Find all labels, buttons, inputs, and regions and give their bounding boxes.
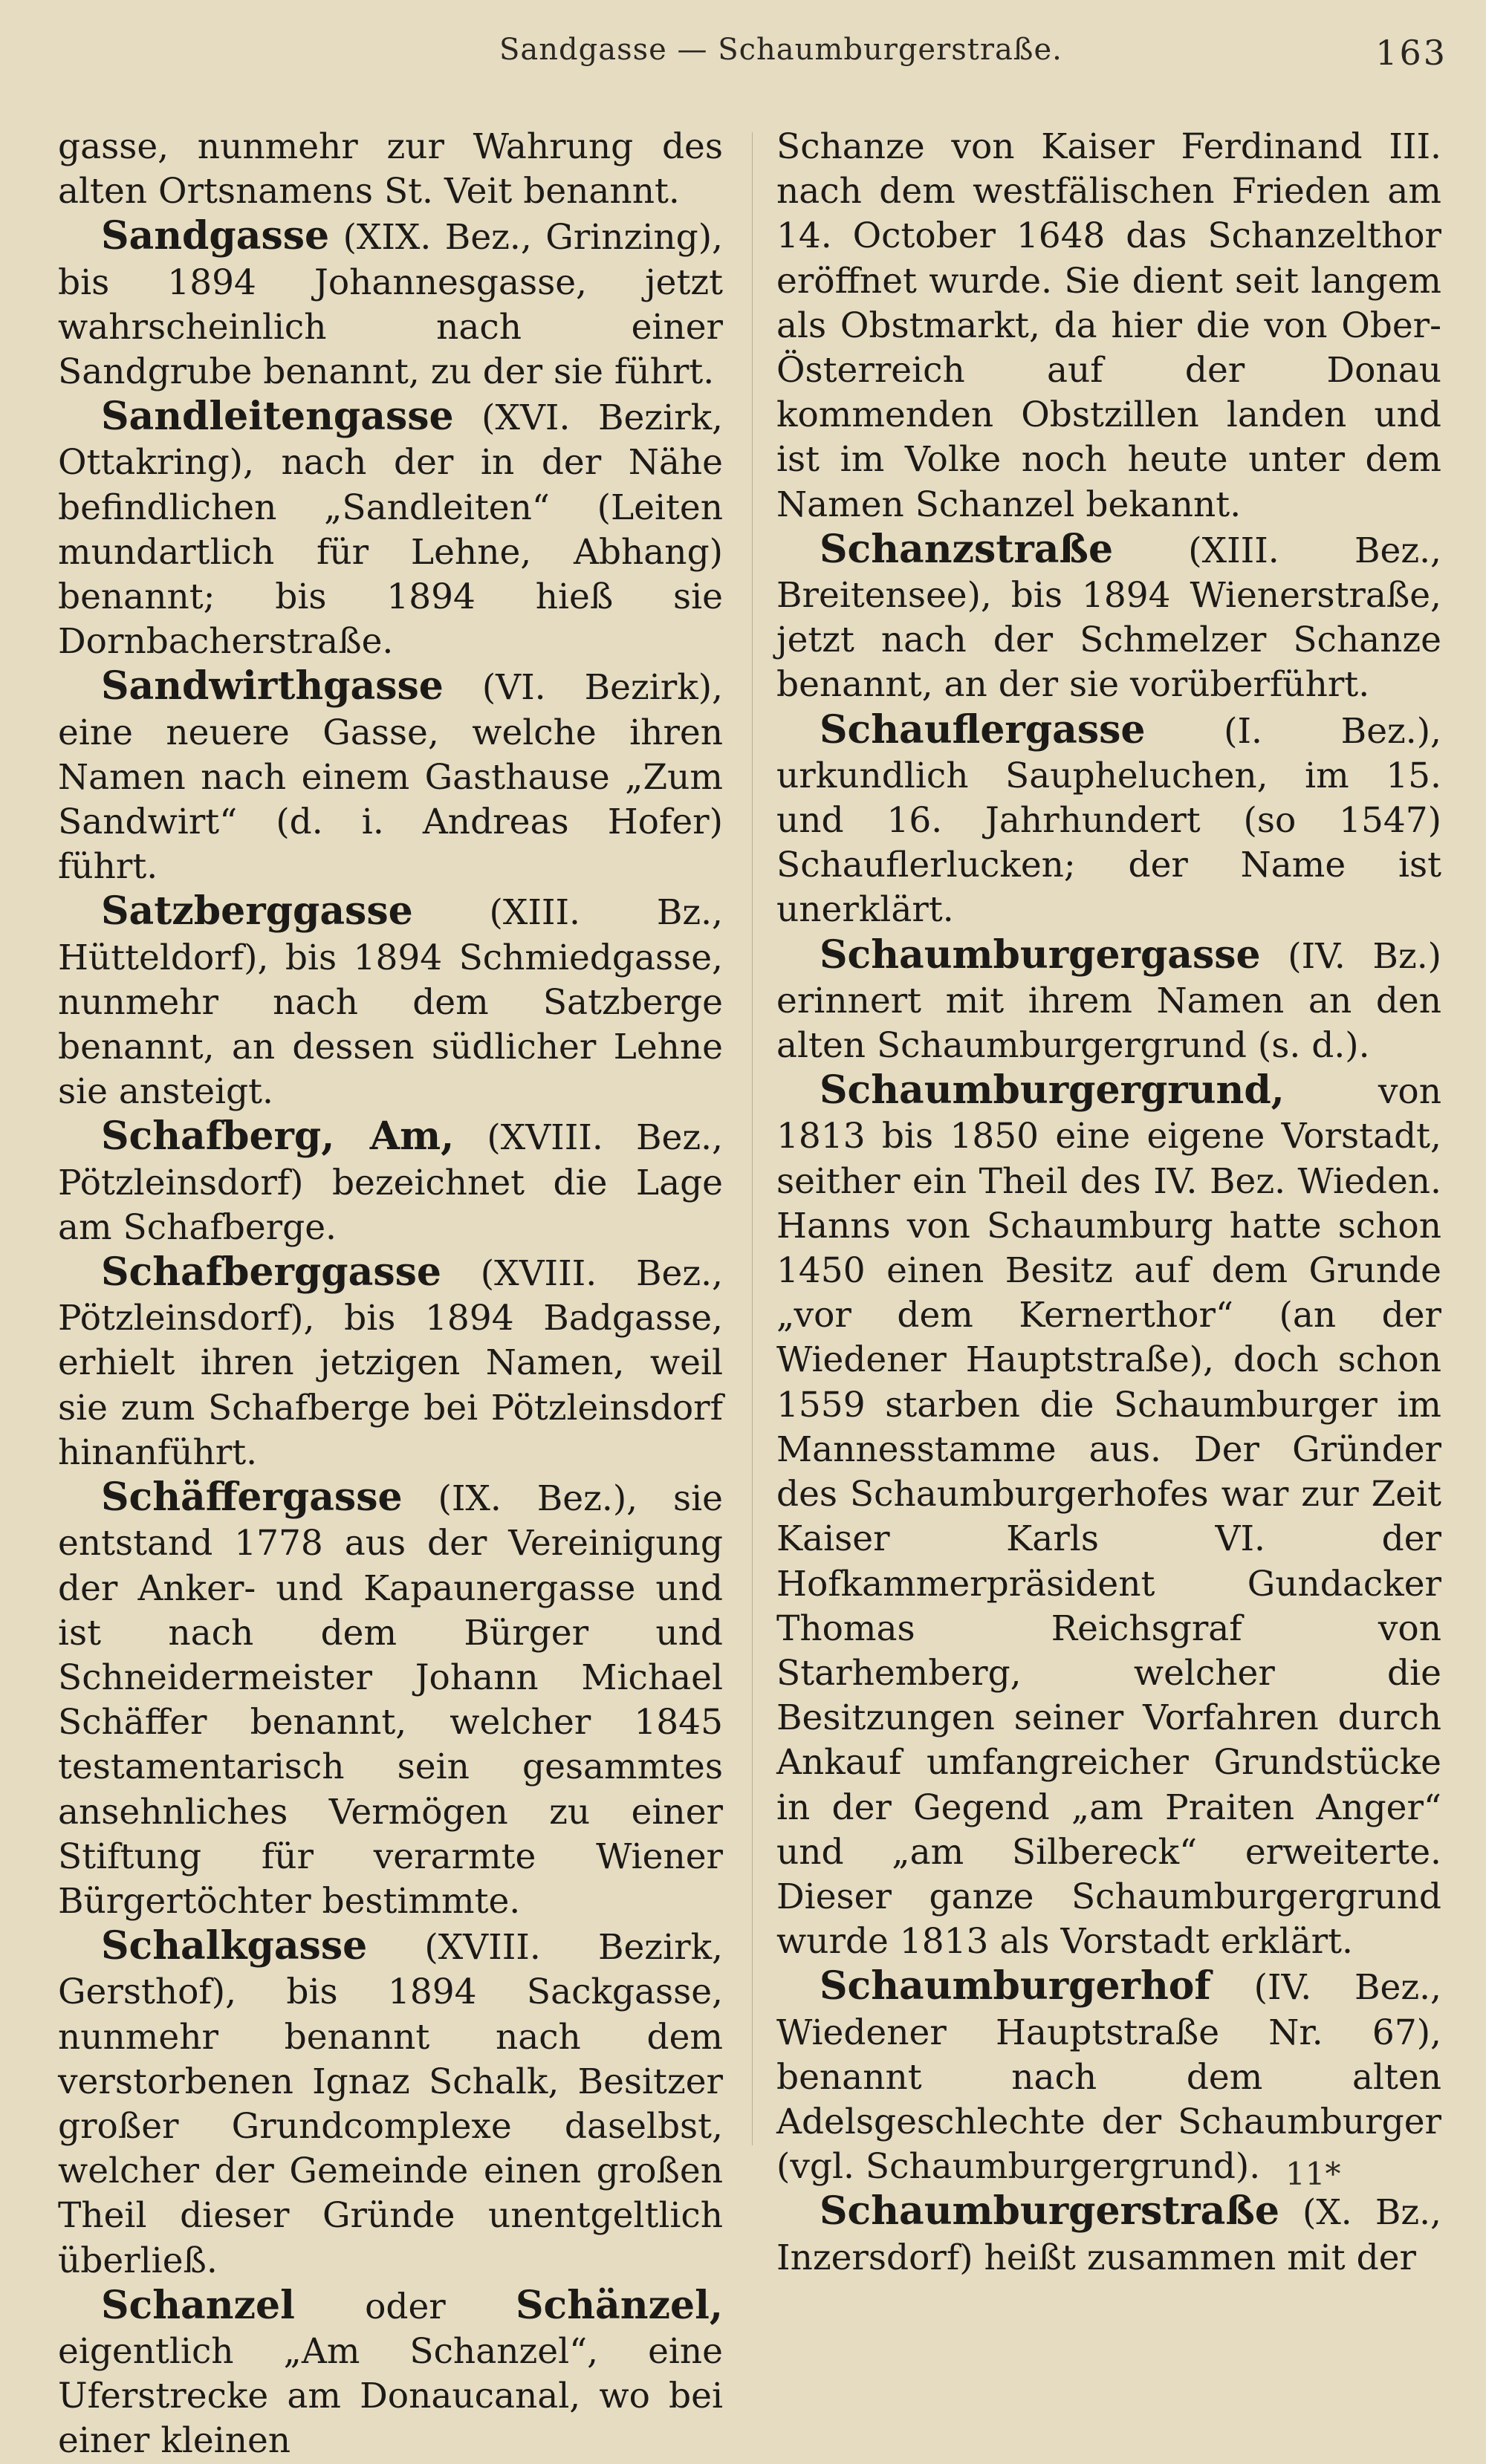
entry-headword: Schaumburgergasse — [820, 932, 1261, 978]
entry-sandleitengasse — [58, 394, 723, 664]
page-number: 163 — [1375, 33, 1447, 73]
entry-text: (IX. Bez.), sie entstand 1778 aus der Vereinigung der Anker- und Kapaunergasse und ist nach dem Bürger und Schneidermeister Johann Michael Schäffer benannt, welcher 1845 testamentarisch sein gesammtes ansehnliches Vermögen zu einer Stiftung für verarmte Wiener Bürgertöchter bestimmte. — [58, 1478, 723, 1922]
entry-sandgasse — [58, 214, 723, 394]
entry-text: oder — [294, 2286, 516, 2327]
entry-headword: Schanzstraße — [820, 526, 1114, 572]
entry-headword: Sandwirthgasse — [101, 663, 444, 709]
entry-continuation — [58, 125, 723, 214]
entry-text: (IV. Bz.) erinnert mit ihrem Namen an den alten Schaumburgergrund (s. d.). — [776, 935, 1441, 1067]
entry-text: (XIII. Bez., Breitensee), bis 1894 Wienerstraße, jetzt nach der Schmelzer Schanze benannt, an der sie vorüberführt. — [776, 530, 1441, 706]
printer-signature: 11* — [1285, 2156, 1341, 2192]
entry-text: (XVIII. Bez., Pötzleinsdorf) bezeichnet die Lage am Schafberge. — [58, 1117, 723, 1248]
entry-headword: Schafberggasse — [101, 1249, 441, 1296]
entry-satzberggasse — [58, 889, 723, 1114]
entry-schalkgasse — [58, 1924, 723, 2283]
entry-headword: Schäffergasse — [101, 1475, 403, 1521]
entry-text: eigentlich „Am Schanzel“, eine Uferstrecke am Donaucanal, wo bei einer kleinen — [58, 2330, 723, 2462]
entry-text: (I. Bez.), urkundlich Saupheluchen, im 15. und 16. Jahrhundert (so 1547) Schauflerlucken; der Name ist unerklärt. — [776, 710, 1441, 931]
entry-schafberggasse — [58, 1250, 723, 1475]
entry-headword: Schaumburgergrund, — [820, 1067, 1285, 1114]
entry-headword: Sandgasse — [101, 213, 330, 259]
entry-text: Schanze von Kaiser Ferdinand III. nach dem westfälischen Frieden am 14. October 1648 das Schanzelthor eröffnet wurde. Sie dient seit langem als Obstmarkt, da hier die von Ober-Österreich auf der Donau kommenden Obstzillen landen und ist im Volke noch heute unter dem Namen Schanzel bekannt. — [776, 126, 1441, 525]
entry-headword: Sandleitengasse — [101, 394, 454, 440]
entry-text: von 1813 bis 1850 eine eigene Vorstadt, seither ein Theil des IV. Bez. Wieden. Hanns von Schaumburg hatte schon 1450 einen Besitz auf dem Grunde „vor dem Kernerthor“ (an der Wiedener Hauptstraße), doch schon 1559 starben die Schaumburger im Mannesstamme aus. Der Gründer des Schaumburgerhofes war zur Zeit Kaiser Karls VI. der Hofkammerpräsident Gundacker Thomas Reichsgraf von Starhemberg, welcher die Besitzungen seiner Vorfahren durch Ankauf umfangreicher Grundstücke in der Gegend „am Praiten Anger“ und „am Silbereck“ erweiterte. Dieser ganze Schaumburgergrund wurde 1813 als Vorstadt erklärt. — [776, 1071, 1441, 1963]
entry-schanzstrasse — [776, 527, 1441, 708]
entry-headword: Schaumburgerstraße — [820, 2188, 1279, 2234]
entry-schaumburgergasse — [776, 933, 1441, 1069]
entry-headword: Schafberg, Am, — [101, 1114, 455, 1160]
entry-headword-variant: Schänzel, — [516, 2282, 723, 2328]
entry-schaeffergasse — [58, 1475, 723, 1924]
entry-headword: Satzberggasse — [101, 888, 413, 934]
entry-text: (XVIII. Bez., Pötzleinsdorf), bis 1894 Badgasse, erhielt ihren jetzigen Namen, weil sie zum Schafberge bei Pötzleinsdorf hinanführt. — [58, 1253, 723, 1473]
entry-text: (VI. Bezirk), eine neuere Gasse, welche ihren Namen nach einem Gasthause „Zum Sandwirt“ (d. i. Andreas Hofer) führt. — [58, 667, 723, 888]
entry-headword: Schanzel — [101, 2282, 295, 2328]
right-column — [776, 125, 1441, 2281]
entry-schaumburgergrund — [776, 1068, 1441, 1964]
page-header — [0, 33, 1486, 92]
entry-continuation — [776, 125, 1441, 527]
entry-text: (XVI. Bezirk, Ottakring), nach der in der Nähe befindlichen „Sandleiten“ (Leiten mundartlich für Lehne, Abhang) benannt; bis 1894 hieß sie Dornbacherstraße. — [58, 397, 723, 663]
entry-text: (X. Bz., Inzersdorf) heißt zusammen mit der — [776, 2192, 1441, 2278]
entry-text: (XIX. Bez., Grinzing), bis 1894 Johannesgasse, jetzt wahrscheinlich nach einer Sandgrube benannt, zu der sie führt. — [58, 217, 723, 393]
entry-schafberg-am — [58, 1114, 723, 1250]
entry-text: (XIII. Bz., Hütteldorf), bis 1894 Schmiedgasse, nunmehr nach dem Satzberge benannt, an dessen südlicher Lehne sie ansteigt. — [58, 892, 723, 1113]
entry-text: (XVIII. Bezirk, Gersthof), bis 1894 Sackgasse, nunmehr benannt nach dem verstorbenen Ignaz Schalk, Besitzer großer Grundcomplexe daselbst, welcher der Gemeinde einen großen Theil dieser Gründe unentgeltlich überließ. — [58, 1927, 723, 2281]
running-head: Sandgasse — Schaumburgerstraße. — [499, 33, 1062, 67]
entry-text: gasse, nunmehr zur Wahrung des alten Ortsnamens St. Veit benannt. — [58, 126, 723, 212]
entry-headword: Schalkgasse — [101, 1923, 368, 1969]
entry-headword: Schaumburgerhof — [820, 1963, 1211, 2009]
left-column — [58, 125, 723, 2464]
entry-schauflergasse — [776, 708, 1441, 933]
column-divider — [752, 132, 753, 2145]
entry-text: (IV. Bez., Wiedener Hauptstraße Nr. 67), benannt nach dem alten Adelsgeschlechte der Schaumburger (vgl. Schaumburgergrund). — [776, 1967, 1441, 2188]
entry-schaumburgerhof — [776, 1964, 1441, 2189]
entry-schanzel — [58, 2283, 723, 2464]
entry-headword: Schauflergasse — [820, 706, 1146, 752]
entry-sandwirthgasse — [58, 664, 723, 889]
